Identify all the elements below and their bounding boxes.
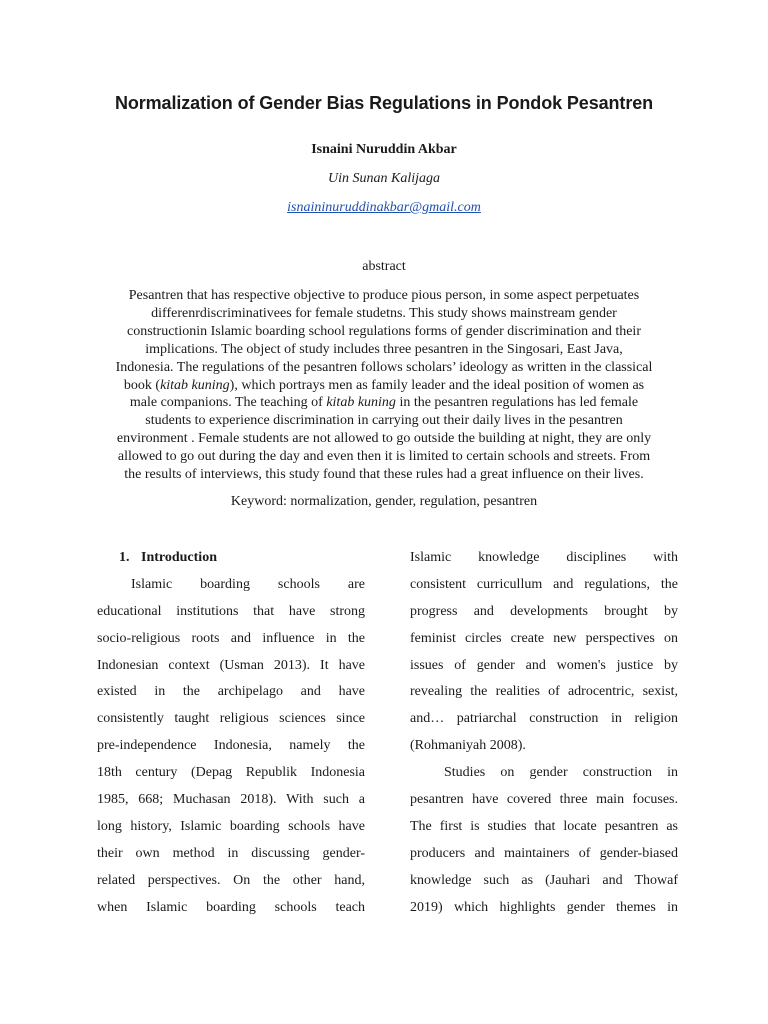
keywords-line: Keyword: normalization, gender, regulation, pesantren <box>230 494 538 509</box>
abstract-heading: abstract <box>362 259 406 274</box>
body-line: consistent curricullum and regulations, the <box>410 576 678 592</box>
right-column <box>410 545 678 921</box>
section-number: 1. <box>119 550 130 565</box>
abstract-line: constructionin Islamic boarding school regulations forms of gender discrimination and their <box>127 323 641 339</box>
body-line: when Islamic boarding schools teach <box>97 899 365 915</box>
italic-term: kitab kuning <box>160 377 230 393</box>
abstract-line: the results of interviews, this study found that these rules had a great influence on their lives. <box>124 467 644 483</box>
abstract-line: allowed to go out during the day and even then it is limited to certain schools and streets. From <box>117 449 651 465</box>
author-name: Isnaini Nuruddin Akbar <box>311 142 457 157</box>
author-email-link[interactable]: isnaininuruddinakbar@gmail.com <box>287 200 481 215</box>
body-line: educational institutions that have strong <box>97 603 365 619</box>
abstract-line: environment . Female students are not allowed to go outside the building at night, they are only <box>116 431 652 447</box>
body-line: producers and maintainers of gender-biased <box>410 845 678 861</box>
body-line: 18th century (Depag Republik Indonesia <box>97 765 365 781</box>
abstract-line: book (kitab kuning), which portrays men as family leader and the ideal position of women as <box>123 377 645 393</box>
body-line: The first is studies that locate pesantren as <box>410 818 678 834</box>
abstract-line: differenrdiscriminativees for female studetns. This study shows mainstream gender <box>151 305 617 321</box>
abstract-line: implications. The object of study includes three pesantren in the Singosari, East Java, <box>145 341 623 357</box>
abstract-line: students to experience discrimination in carrying out their daily lives in the pesantren <box>145 413 623 429</box>
body-line: Islamic boarding schools are <box>131 576 365 592</box>
body-line: (Rohmaniyah 2008). <box>410 738 526 754</box>
body-line: and… patriarchal construction in religion <box>410 711 678 727</box>
body-line: 1985, 668; Muchasan 2018). With such a <box>97 792 365 808</box>
body-line: pesantren have covered three main focuses. <box>410 792 678 808</box>
body-line: Islamic knowledge disciplines with <box>410 550 678 565</box>
body-line: related perspectives. On the other hand, <box>97 872 365 888</box>
paper-title: Normalization of Gender Bias Regulations in Pondok Pesantren <box>114 93 654 113</box>
section-heading <box>97 545 365 572</box>
abstract-body <box>92 287 676 484</box>
section-title: Introduction <box>141 550 217 565</box>
body-line: existed in the archipelago and have <box>97 684 365 700</box>
body-line: Studies on gender construction in <box>444 765 678 781</box>
body-line: pre-independence Indonesia, namely the <box>97 738 365 754</box>
body-line: Indonesian context (Usman 2013). It have <box>97 657 365 673</box>
body-line: consistently taught religious sciences since <box>97 711 365 727</box>
body-line: knowledge such as (Jauhari and Thowaf <box>410 872 678 888</box>
body-line: revealing the realities of adrocentric, sexist, <box>410 684 678 700</box>
author-block <box>0 142 768 216</box>
author-affiliation: Uin Sunan Kalijaga <box>327 171 440 186</box>
body-line: issues of gender and women's justice by <box>410 657 678 673</box>
body-line: progress and developments brought by <box>410 603 678 619</box>
left-column <box>97 545 365 921</box>
abstract-line: Pesantren that has respective objective to produce pious person, in some aspect perpetuates <box>128 288 640 303</box>
body-line: feminist circles create new perspectives on <box>410 630 678 646</box>
abstract-line: male companions. The teaching of kitab kuning in the pesantren regulations has led female <box>129 395 639 411</box>
body-line: socio-religious roots and influence in the <box>97 630 365 646</box>
body-line: their own method in discussing gender- <box>97 845 365 861</box>
body-line: long history, Islamic boarding schools have <box>97 818 365 834</box>
abstract-line: Indonesia. The regulations of the pesantren follows scholars’ ideology as written in the classical <box>115 359 653 375</box>
body-line: 2019) which highlights gender themes in <box>410 899 678 915</box>
italic-term: kitab kuning <box>326 395 396 411</box>
